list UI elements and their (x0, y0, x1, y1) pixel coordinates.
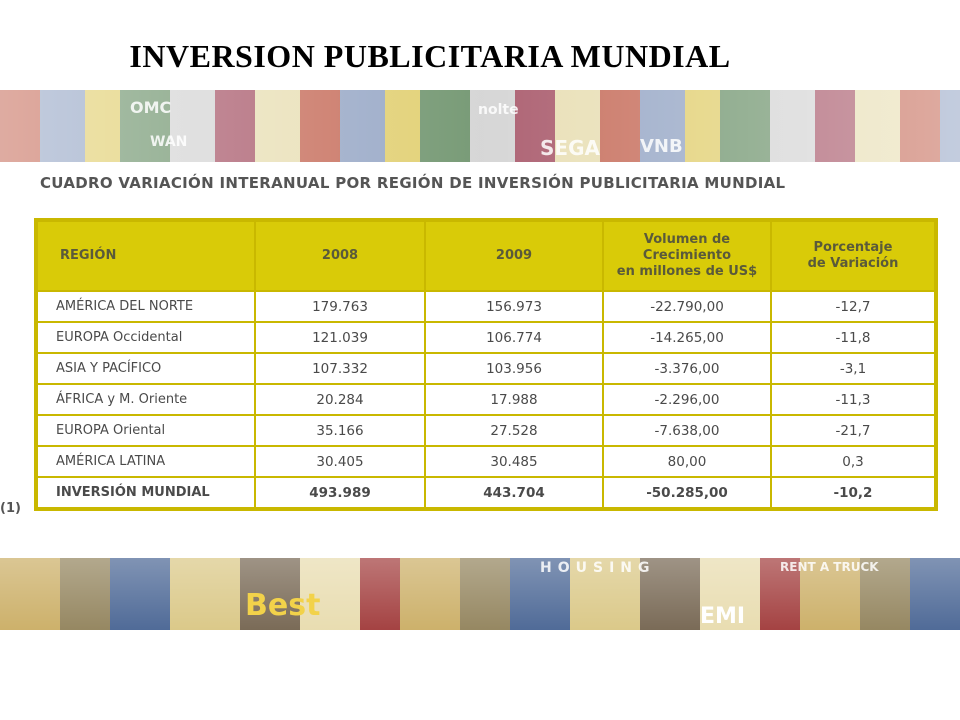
cell-region: EUROPA Oriental (36, 415, 255, 446)
cell-volume: -50.285,00 (603, 477, 771, 509)
cell-region: EUROPA Occidental (36, 322, 255, 353)
cell-2009: 103.956 (425, 353, 603, 384)
cell-volume: -14.265,00 (603, 322, 771, 353)
cell-2009: 17.988 (425, 384, 603, 415)
slide-title: INVERSION PUBLICITARIA MUNDIAL (129, 38, 731, 74)
cell-2009: 27.528 (425, 415, 603, 446)
cell-volume: -2.296,00 (603, 384, 771, 415)
cell-2008: 493.989 (255, 477, 425, 509)
cell-region: INVERSIÓN MUNDIAL (36, 477, 255, 509)
cell-2008: 35.166 (255, 415, 425, 446)
cell-percent: -10,2 (771, 477, 936, 509)
header-percent-line1: Porcentaje (813, 240, 893, 255)
cell-2009: 30.485 (425, 446, 603, 477)
billboard-tag: VNB (640, 136, 683, 157)
table-row-total (36, 477, 936, 509)
header-region: REGIÓN (36, 220, 255, 291)
billboard-tag: RENT A TRUCK (780, 560, 879, 574)
footnote-marker: (1) (0, 501, 21, 516)
billboard-tag: EMI (700, 604, 746, 629)
header-volume-line3: en millones de US$ (616, 264, 758, 279)
cell-2008: 121.039 (255, 322, 425, 353)
header-volume-line2: Crecimiento (642, 248, 732, 263)
cell-percent: -12,7 (771, 291, 936, 322)
billboard-tag: HOUSING (540, 560, 656, 576)
cell-percent: -21,7 (771, 415, 936, 446)
cell-region: AMÉRICA DEL NORTE (36, 291, 255, 322)
cell-2008: 30.405 (255, 446, 425, 477)
table-heading: CUADRO VARIACIÓN INTERANUAL POR REGIÓN DE INVERSIÓN PUBLICITARIA MUNDIAL (40, 174, 786, 192)
regional-investment-table (34, 218, 938, 511)
header-volume (603, 220, 771, 291)
header-percent-line2: de Variación (807, 256, 899, 271)
cell-2009: 106.774 (425, 322, 603, 353)
header-2008: 2008 (255, 220, 425, 291)
cell-percent: -3,1 (771, 353, 936, 384)
cell-2008: 107.332 (255, 353, 425, 384)
cell-volume: -22.790,00 (603, 291, 771, 322)
cell-volume: -7.638,00 (603, 415, 771, 446)
billboard-tag: nolte (478, 102, 519, 118)
table-row (36, 291, 936, 322)
table-row (36, 322, 936, 353)
table-row (36, 353, 936, 384)
table-row (36, 415, 936, 446)
cell-percent: -11,8 (771, 322, 936, 353)
cell-2009: 156.973 (425, 291, 603, 322)
billboard-tag: OMC (130, 98, 172, 117)
billboard-banner-bottom (0, 558, 960, 630)
header-percent (771, 220, 936, 291)
table-header-row (36, 220, 936, 291)
cell-volume: 80,00 (603, 446, 771, 477)
billboard-tag: SEGA (540, 136, 600, 160)
cell-2008: 20.284 (255, 384, 425, 415)
cell-percent: -11,3 (771, 384, 936, 415)
cell-region: ASIA Y PACÍFICO (36, 353, 255, 384)
billboard-tag: Best (245, 588, 321, 623)
table-row (36, 384, 936, 415)
header-volume-line1: Volumen de (643, 232, 731, 247)
cell-region: AMÉRICA LATINA (36, 446, 255, 477)
cell-region: ÁFRICA y M. Oriente (36, 384, 255, 415)
cell-2009: 443.704 (425, 477, 603, 509)
cell-percent: 0,3 (771, 446, 936, 477)
table-panel (0, 162, 960, 558)
billboard-tag: WAN (150, 134, 188, 150)
header-2009: 2009 (425, 220, 603, 291)
table-row (36, 446, 936, 477)
billboard-banner-top (0, 90, 960, 162)
cell-volume: -3.376,00 (603, 353, 771, 384)
cell-2008: 179.763 (255, 291, 425, 322)
